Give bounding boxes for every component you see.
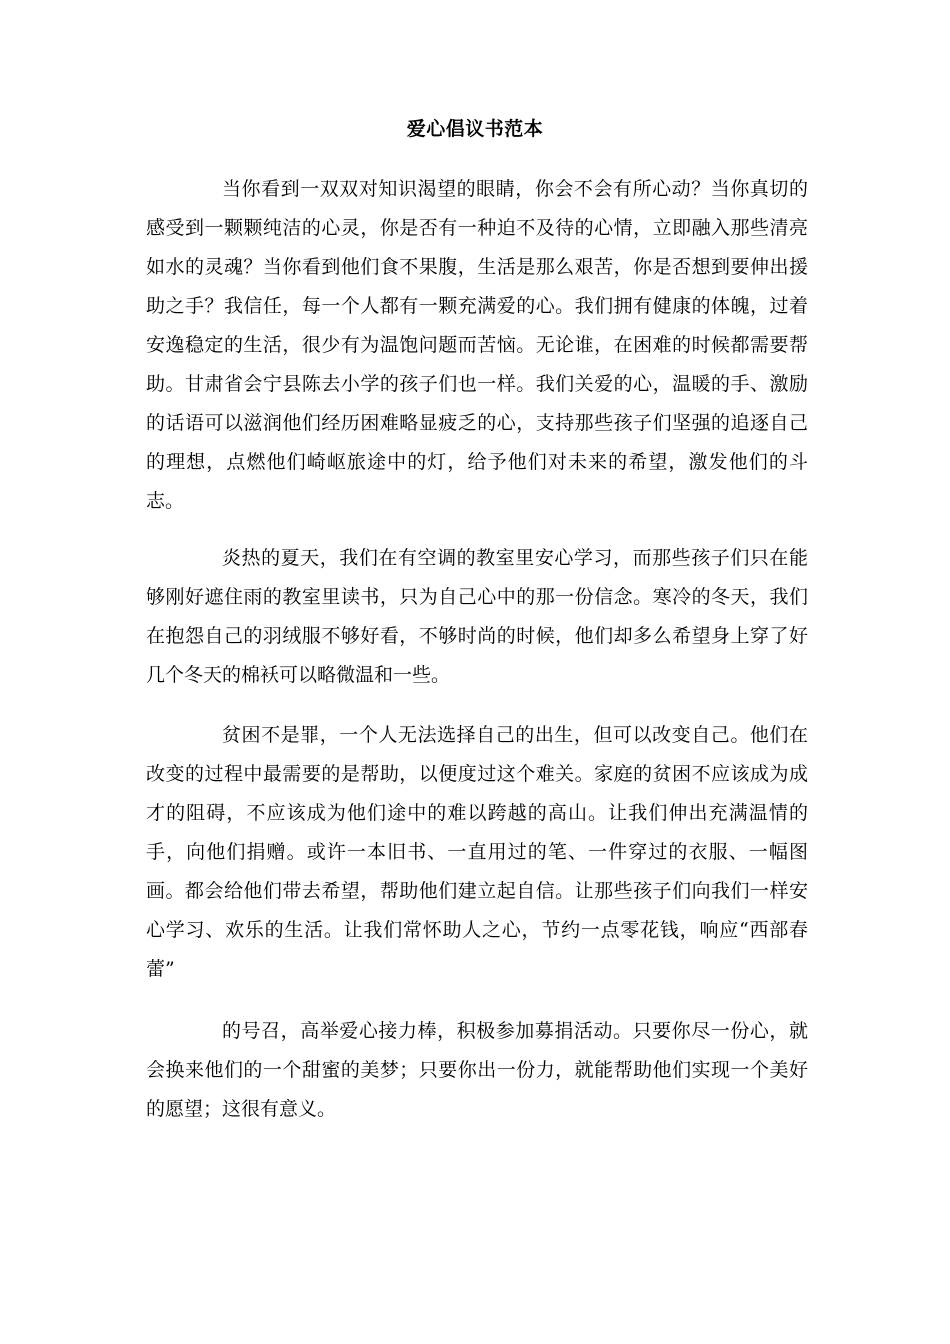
document-title: 爱心倡议书范本	[406, 118, 544, 140]
paragraph-1: 当你看到一双双对知识渴望的眼睛，你会不会有所心动？当你真切的感受到一颗颗纯洁的心灵，你是否有一种迫不及待的心情，立即融入那些清亮如水的灵魂？当你看到他们食不果腹，生活是那么艰苦，你是否想到要伸出援助之手？我信任，每一个人都有一颗充满爱的心。我们拥有健康的体魄，过着安逸稳定的生活，很少有为温饱问题而苦恼。无论谁，在困难的时候都需要帮助。甘肃省会宁县陈去小学的孩子们也一样。我们关爱的心，温暖的手、激励的话语可以滋润他们经历困难略显疲乏的心，支持那些孩子们坚强的追逐自己的理想，点燃他们崎岖旅途中的灯，给予他们对未来的希望，激发他们的斗志。	[146, 178, 808, 512]
paragraph-2: 炎热的夏天，我们在有空调的教室里安心学习，而那些孩子们只在能够刚好遮住雨的教室里读书，只为自己心中的那一份信念。寒冷的冬天，我们在抱怨自己的羽绒服不够好看，不够时尚的时候，他们却多么希望身上穿了好几个冬天的棉袄可以略微温和一些。	[146, 547, 808, 686]
paragraph-3: 贫困不是罪，一个人无法选择自己的出生，但可以改变自己。他们在改变的过程中最需要的是帮助，以便度过这个难关。家庭的贫困不应该成为成才的阻碍，不应该成为他们途中的难以跨越的高山。让我们伸出充满温情的手，向他们捐赠。或许一本旧书、一直用过的笔、一件穿过的衣服、一幅图画。都会给他们带去希望，帮助他们建立起自信。让那些孩子们向我们一样安心学习、欢乐的生活。让我们常怀助人之心，节约一点零花钱，响应“西部春蕾”	[146, 724, 808, 980]
paragraph-4: 的号召，高举爱心接力棒，积极参加募捐活动。只要你尽一份心，就会换来他们的一个甜蜜的美梦；只要你出一份力，就能帮助他们实现一个美好的愿望；这很有意义。	[146, 1020, 808, 1120]
